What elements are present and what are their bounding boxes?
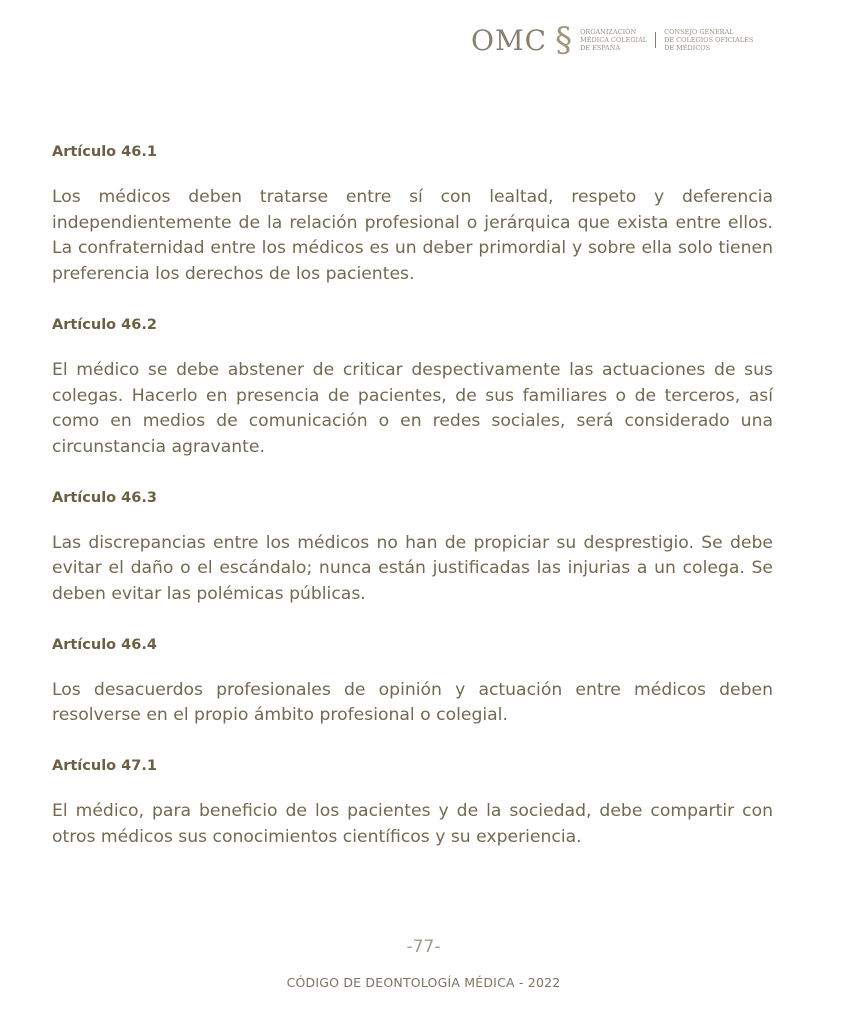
article-text: Las discrepancias entre los médicos no han de propiciar su desprestigio. Se debe evitar el daño o el escándalo; nunca están justificadas las injurias a un colega. Se deben evitar las polémicas públicas.	[52, 532, 773, 605]
article-text: El médico, para beneficio de los pacientes y de la sociedad, debe compartir con otros médicos sus conocimientos científicos y su experiencia.	[52, 801, 773, 847]
article-heading: Artículo 46.1	[52, 144, 157, 160]
article-text: Los médicos deben tratarse entre sí con lealtad, respeto y deferencia independientemente de la relación profesional o jerárquica que exista entre ellos. La confraternidad entre los médicos es un deber primordial y sobre ella solo tienen preferencia los derechos de los pacientes.	[52, 187, 773, 285]
page-header	[471, 20, 753, 60]
council-name-line: CONSEJO GENERAL	[664, 28, 734, 36]
article-section	[52, 140, 773, 288]
org-name-block	[580, 28, 647, 52]
org-name-line: MÉDICA COLEGIAL	[580, 36, 648, 44]
article-heading: Artículo 46.3	[52, 489, 157, 506]
article-text: Los desacuerdos profesionales de opinión y actuación entre médicos deben resolverse en el propio ámbito profesional o colegial.	[52, 679, 773, 726]
article-heading: Artículo 46.2	[52, 316, 157, 333]
omc-logo-symbol: §	[555, 20, 573, 60]
footer-document-title: CÓDIGO DE DEONTOLOGÍA MÉDICA - 2022	[286, 975, 561, 990]
article-section	[52, 486, 773, 608]
header-divider	[655, 32, 656, 48]
article-heading: Artículo 46.4	[52, 636, 157, 653]
article-heading: Artículo 47.1	[52, 758, 157, 775]
article-text: El médico se debe abstener de criticar despectivamente las actuaciones de sus colegas. Hacerlo en presencia de pacientes, de sus familiares o de terceros, así como en medios de comunicación o en redes sociales, será considerado una circunstancia agravante.	[52, 359, 773, 457]
omc-logo-text: OMC	[471, 23, 548, 57]
council-name-block	[664, 28, 753, 52]
article-section	[52, 633, 773, 729]
org-name-line: DE ESPAÑA	[580, 44, 621, 52]
article-section	[52, 754, 773, 850]
org-name-line: ORGANIZACIÓN	[580, 28, 637, 36]
council-name-line: DE COLEGIOS OFICIALES	[664, 36, 754, 44]
articles-content	[52, 140, 773, 851]
page-number: -77-	[406, 937, 441, 957]
council-name-line: DE MÉDICOS	[664, 44, 711, 52]
article-section	[52, 313, 773, 461]
